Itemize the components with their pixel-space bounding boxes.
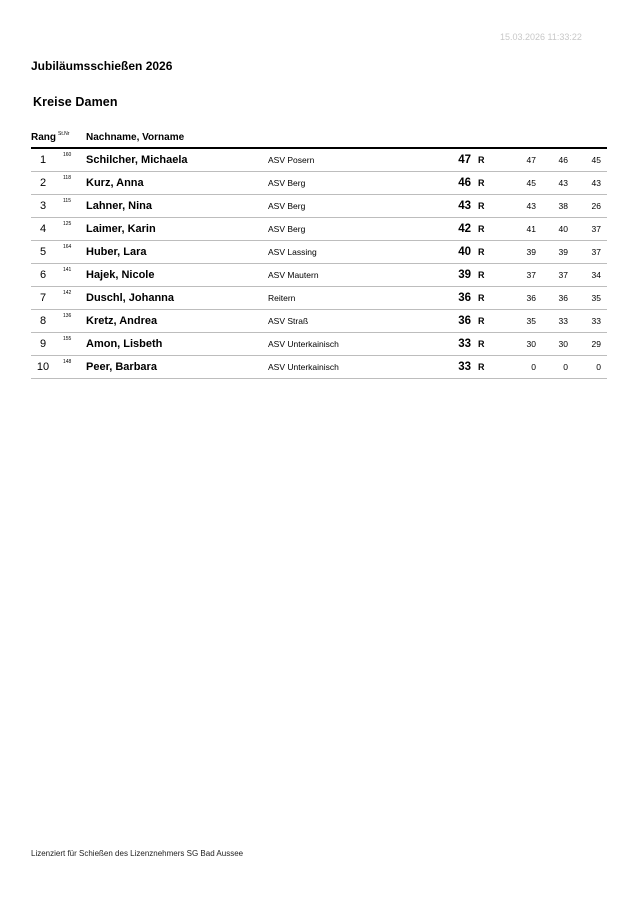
rating-flag-cell: R: [478, 362, 485, 372]
total-score-cell: 43: [458, 200, 471, 212]
print-timestamp: 15.03.2026 11:33:22: [500, 32, 582, 42]
rank-cell: 6: [39, 269, 47, 281]
total-score-cell: 46: [458, 177, 471, 189]
shooter-name-cell: Schilcher, Michaela: [86, 154, 188, 166]
rank-cell: 10: [36, 361, 50, 373]
rank-cell: 5: [39, 246, 47, 258]
rank-cell: 3: [39, 200, 47, 212]
header-rang: Rang: [31, 132, 56, 143]
club-cell: ASV Straß: [268, 316, 309, 326]
rating-flag-cell: R: [478, 155, 485, 165]
club-cell: ASV Berg: [268, 201, 306, 211]
club-cell: ASV Berg: [268, 178, 306, 188]
start-number-cell: 115: [63, 198, 71, 204]
total-score-cell: 36: [458, 292, 471, 304]
rank-cell: 8: [39, 315, 47, 327]
club-cell: ASV Unterkainisch: [268, 339, 339, 349]
shooter-name-cell: Laimer, Karin: [86, 223, 156, 235]
rating-flag-cell: R: [478, 224, 485, 234]
series-2-cell: 39: [558, 247, 568, 257]
table-row: [31, 195, 607, 218]
series-2-cell: 43: [558, 178, 568, 188]
shooter-name-cell: Lahner, Nina: [86, 200, 153, 212]
total-score-cell: 36: [458, 315, 471, 327]
total-score-cell: 42: [458, 223, 471, 235]
series-2-cell: 46: [558, 155, 568, 165]
club-cell: ASV Lassing: [268, 247, 317, 257]
series-3-cell: 34: [591, 270, 601, 280]
club-cell: ASV Mautern: [268, 270, 319, 280]
start-number-cell: 155: [63, 336, 72, 342]
shooter-name-cell: Kretz, Andrea: [86, 315, 158, 327]
total-score-cell: 33: [458, 361, 471, 373]
series-1-cell: 36: [526, 293, 536, 303]
header-stnr: St.Nr: [58, 131, 70, 137]
total-score-cell: 47: [458, 154, 471, 166]
table-row: [31, 218, 607, 241]
series-1-cell: 30: [526, 339, 536, 349]
results-table: [31, 149, 607, 379]
start-number-cell: 148: [63, 359, 72, 365]
club-cell: ASV Unterkainisch: [268, 362, 339, 372]
series-2-cell: 38: [558, 201, 568, 211]
rank-cell: 7: [39, 292, 47, 304]
rank-cell: 2: [39, 177, 47, 189]
shooter-name-cell: Huber, Lara: [86, 246, 147, 258]
table-row: [31, 264, 607, 287]
series-1-cell: 0: [531, 362, 536, 372]
start-number-cell: 164: [63, 244, 72, 250]
series-3-cell: 0: [596, 362, 601, 372]
series-2-cell: 33: [558, 316, 568, 326]
series-2-cell: 40: [558, 224, 568, 234]
table-row: [31, 356, 607, 379]
rating-flag-cell: R: [478, 270, 485, 280]
total-score-cell: 33: [458, 338, 471, 350]
series-3-cell: 29: [591, 339, 601, 349]
rating-flag-cell: R: [478, 247, 485, 257]
table-row: [31, 287, 607, 310]
header-name: Nachname, Vorname: [86, 132, 185, 143]
rating-flag-cell: R: [478, 293, 485, 303]
series-1-cell: 37: [526, 270, 536, 280]
series-2-cell: 30: [558, 339, 568, 349]
table-row: [31, 241, 607, 264]
series-2-cell: 36: [558, 293, 568, 303]
series-1-cell: 41: [526, 224, 536, 234]
series-1-cell: 45: [526, 178, 536, 188]
series-3-cell: 37: [591, 247, 601, 257]
rank-cell: 4: [39, 223, 47, 235]
start-number-cell: 141: [63, 267, 72, 273]
shooter-name-cell: Kurz, Anna: [86, 177, 144, 189]
start-number-cell: 118: [63, 175, 71, 181]
series-1-cell: 43: [526, 201, 536, 211]
start-number-cell: 160: [63, 152, 72, 158]
start-number-cell: 142: [63, 290, 72, 296]
series-1-cell: 39: [526, 247, 536, 257]
series-1-cell: 35: [526, 316, 536, 326]
shooter-name-cell: Amon, Lisbeth: [86, 338, 163, 350]
club-cell: Reitern: [268, 293, 296, 303]
series-2-cell: 37: [558, 270, 568, 280]
shooter-name-cell: Peer, Barbara: [86, 361, 157, 373]
series-1-cell: 47: [526, 155, 536, 165]
start-number-cell: 125: [63, 221, 72, 227]
series-3-cell: 26: [591, 201, 601, 211]
club-cell: ASV Posern: [268, 155, 315, 165]
series-3-cell: 43: [591, 178, 601, 188]
rating-flag-cell: R: [478, 178, 485, 188]
series-3-cell: 45: [591, 155, 601, 165]
table-row: [31, 172, 607, 195]
club-cell: ASV Berg: [268, 224, 306, 234]
rank-cell: 1: [39, 154, 47, 166]
table-row: [31, 333, 607, 356]
license-footer: Lizenziert für Schießen des Lizenznehmers SG Bad Aussee: [31, 849, 244, 858]
series-3-cell: 33: [591, 316, 601, 326]
document-title: Jubiläumsschießen 2026: [31, 59, 173, 73]
table-row: [31, 310, 607, 333]
rating-flag-cell: R: [478, 201, 485, 211]
start-number-cell: 136: [63, 313, 72, 319]
section-title: Kreise Damen: [33, 95, 118, 109]
series-3-cell: 35: [591, 293, 601, 303]
shooter-name-cell: Duschl, Johanna: [86, 292, 175, 304]
series-2-cell: 0: [563, 362, 568, 372]
series-3-cell: 37: [591, 224, 601, 234]
shooter-name-cell: Hajek, Nicole: [86, 269, 155, 281]
rating-flag-cell: R: [478, 316, 485, 326]
rank-cell: 9: [39, 338, 47, 350]
table-header: [31, 128, 607, 148]
table-row: [31, 149, 607, 172]
rating-flag-cell: R: [478, 339, 485, 349]
total-score-cell: 40: [458, 246, 471, 258]
total-score-cell: 39: [458, 269, 471, 281]
